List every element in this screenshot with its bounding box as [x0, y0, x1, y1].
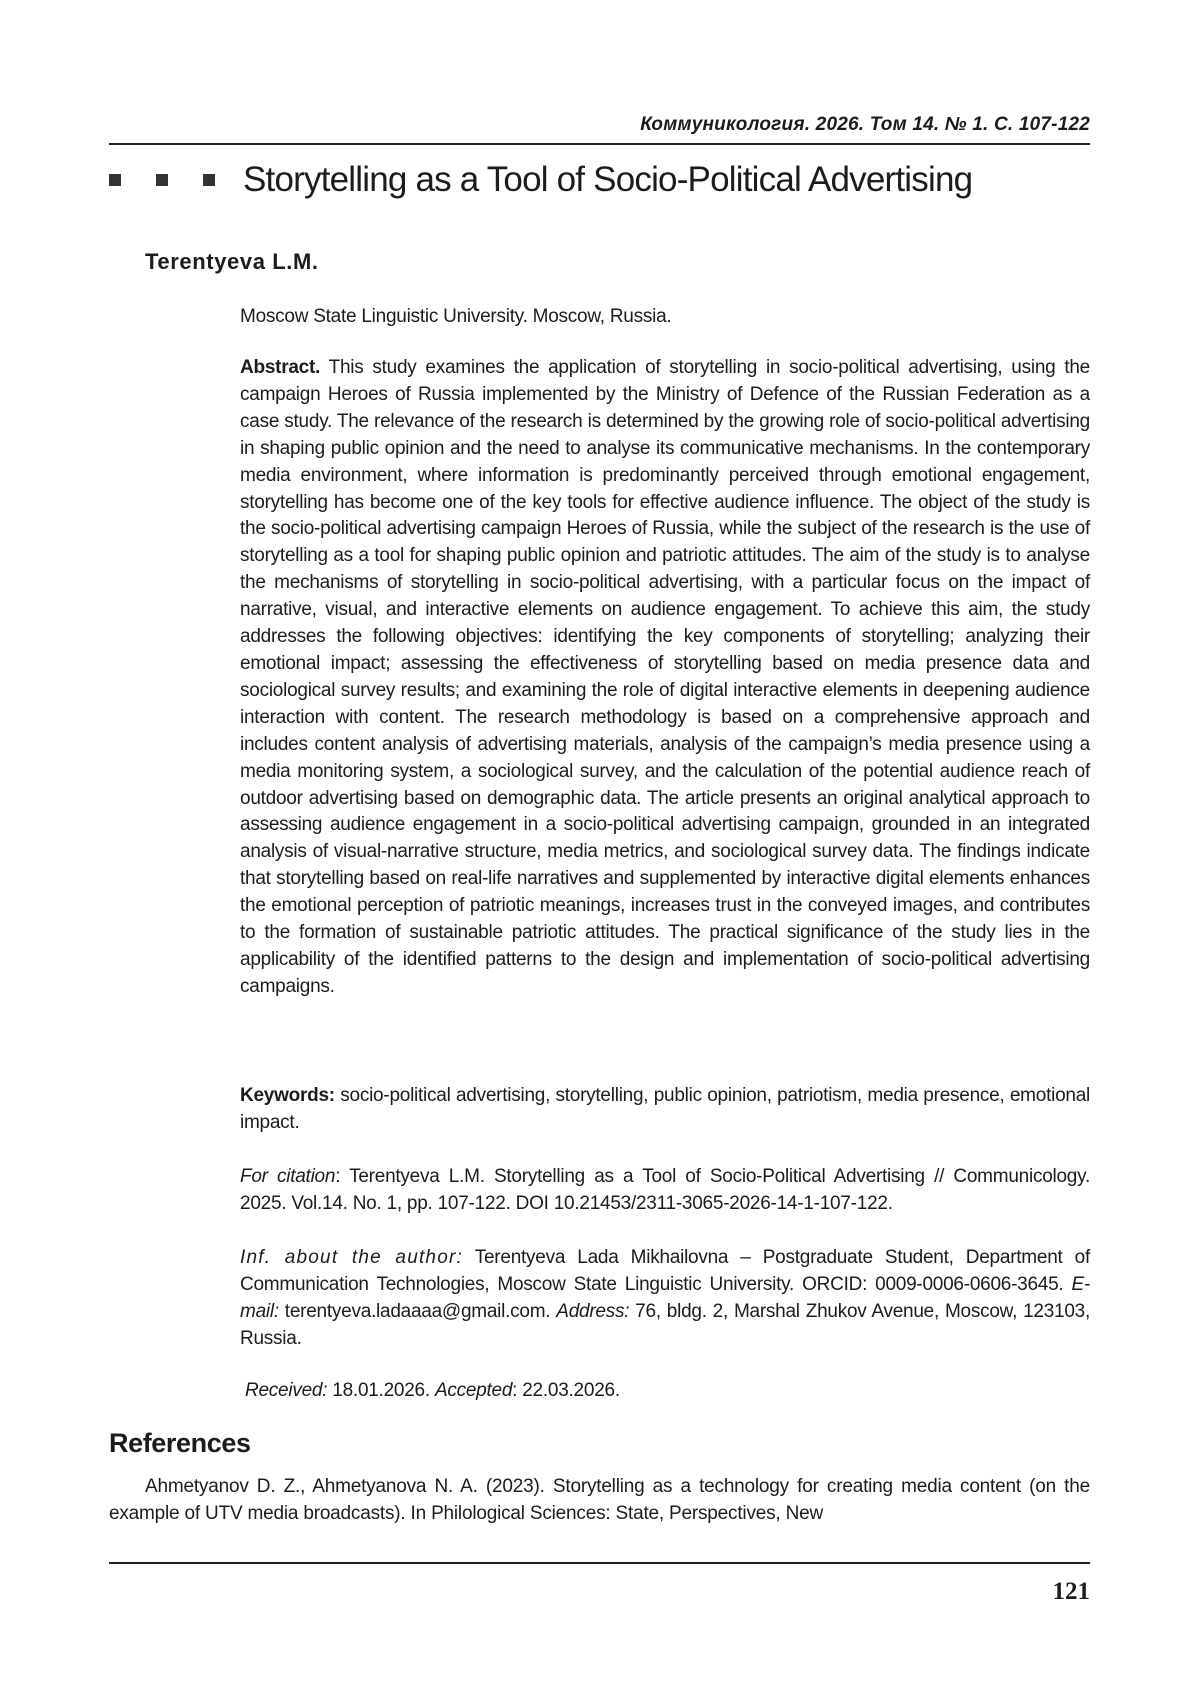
dates	[245, 1378, 1095, 1405]
accepted-label: Accepted	[434, 1380, 513, 1401]
keywords	[240, 1083, 1090, 1137]
citation-label: For citation	[240, 1166, 336, 1187]
author-name: Terentyeva L.M.	[145, 249, 319, 274]
abstract-text: This study examines the application of storytelling in socio-political advertising, using the campaign Heroes of Russia implemented by the Ministry of Defence of the Russian Federation as a case study. The relevance of the research is determined by the growing role of socio-political advertising in shaping public opinion and the need to analyse its communicative mechanisms. In the contemporary media environment, where information is predominantly perceived through emotional engagement, storytelling has become one of the key tools for effective audience influence. The object of the study is the socio-political advertising campaign Heroes of Russia, while the subject of the research is the use of storytelling as a tool for shaping public opinion and patriotic attitudes. The aim of the study is to analyse the mechanisms of storytelling in socio-political advertising, with a particular focus on the impact of narrative, visual, and interactive elements on audience engagement. To achieve this aim, the study addresses the following objectives: identifying the key components of storytelling; analyzing their emotional impact; assessing the effectiveness of storytelling based on media presence data and sociological survey results; and examining the role of digital interactive elements in deepening audience interaction with content. The research methodology is based on a comprehensive approach and includes content analysis of advertising materials, analysis of the campaign’s media presence using a media monitoring system, a sociological survey, and the calculation of the potential audience reach of outdoor advertising based on demographic data. The article presents an original analytical approach to assessing audience engagement in a socio-political advertising campaign, grounded in an integrated analysis of visual-narrative structure, media metrics, and sociological survey data. The findings indicate that storytelling based on real-life narratives and supplemented by interactive digital elements enhances the emotional perception of patriotic meanings, increases trust in the conveyed images, and contributes to the formation of sustainable patriotic attitudes. The practical significance of the study lies in the applicability of the identified patterns to the design and implementation of socio-political advertising campaigns.	[240, 357, 1090, 997]
references-heading: References	[109, 1428, 251, 1458]
abstract	[240, 355, 1090, 1001]
title-row	[109, 160, 1090, 200]
keywords-text: socio-political advertising, storytelling, public opinion, patriotism, media presence, emotional impact.	[240, 1085, 1090, 1133]
reference-item: Ahmetyanov D. Z., Ahmetyanova N. A. (2023). Storytelling as a technology for creating media content (on the example of UTV media broadcasts). In Philological Sciences: State, Perspectives, New	[109, 1476, 1090, 1524]
running-header: Коммуникология. 2026. Том 14. № 1. С. 107-122	[640, 114, 1090, 135]
received-label: Received:	[245, 1380, 328, 1401]
citation-text: : Terentyeva L.M. Storytelling as a Tool of Socio-Political Advertising // Communicology. 2025. Vol.14. No. 1, pp. 107-122. DOI 10.21453/2311-3065-2026-14-1-107-122.	[240, 1166, 1090, 1214]
received-date: 18.01.2026.	[327, 1380, 435, 1401]
address-label: Address:	[556, 1300, 630, 1322]
footer-rule	[109, 1562, 1090, 1564]
article-title: Storytelling as a Tool of Socio-Political Advertising	[243, 160, 973, 199]
abstract-label: Abstract.	[240, 357, 321, 378]
email-text[interactable]: terentyeva.ladaaaa@gmail.com.	[278, 1300, 557, 1322]
header-rule	[109, 143, 1090, 145]
square-bullet-icon	[156, 174, 168, 186]
square-bullet-icon	[203, 174, 215, 186]
email-label: E-mail:	[240, 1273, 1090, 1322]
accepted-date: : 22.03.2026.	[512, 1380, 620, 1401]
citation	[240, 1164, 1090, 1218]
affiliation: Moscow State Linguistic University. Moscow, Russia.	[240, 306, 672, 327]
page-number: 121	[1052, 1578, 1090, 1605]
author-info-label: Inf. about the author:	[240, 1247, 463, 1268]
square-bullet-icon	[109, 174, 121, 186]
keywords-label: Keywords:	[240, 1085, 335, 1106]
author-info	[240, 1245, 1090, 1353]
author-info-text: Terentyeva Lada Mikhailovna – Postgraduate Student, Department of Communication Technologies, Moscow State Linguistic University. ORCID: 0009-0006-0606-3645.	[240, 1247, 1090, 1295]
address-text: 76, bldg. 2, Marshal Zhukov Avenue, Moscow, 123103, Russia.	[240, 1300, 1090, 1349]
